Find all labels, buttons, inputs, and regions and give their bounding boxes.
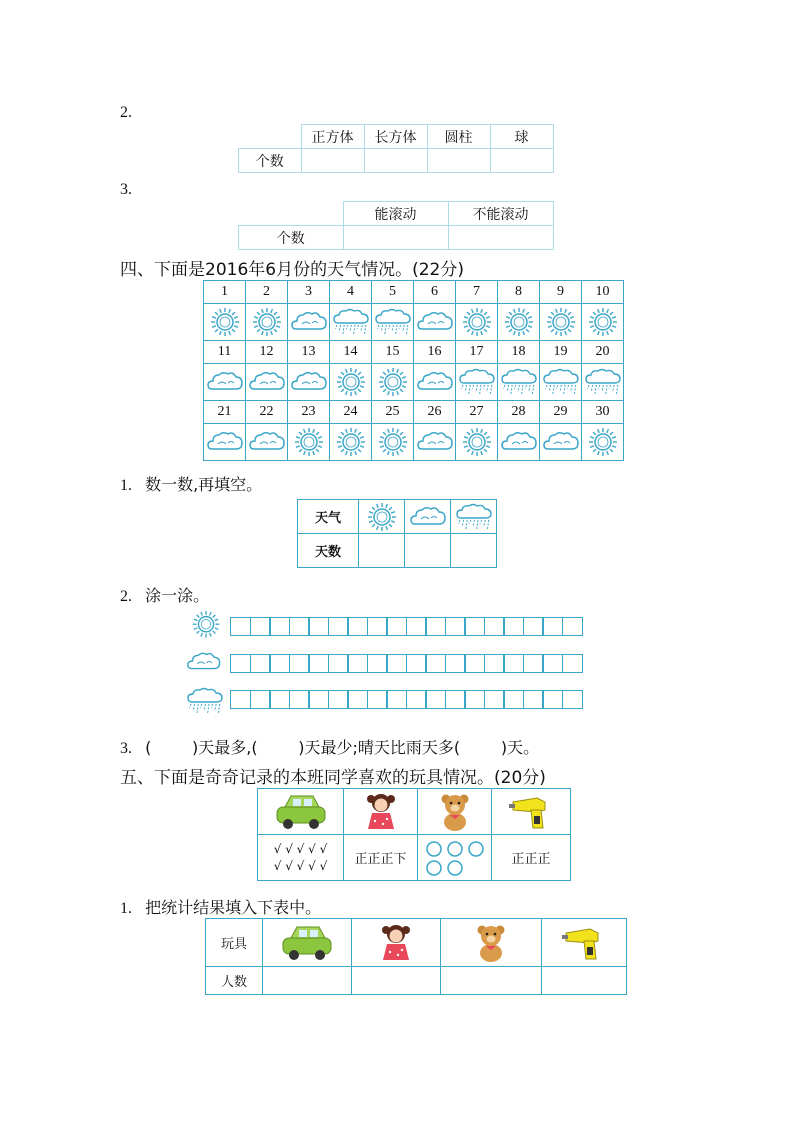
calendar-day: 25 [372, 401, 414, 424]
color-box[interactable] [269, 690, 290, 709]
shape-count-table [238, 124, 554, 173]
tally-doll: 正正正下 [344, 835, 418, 881]
color-box[interactable] [425, 617, 446, 636]
color-box[interactable] [386, 654, 407, 673]
calendar-day: 10 [582, 281, 624, 304]
header-sphere: 球 [490, 125, 553, 149]
rain-icon [582, 364, 624, 401]
color-box[interactable] [289, 654, 310, 673]
calendar-day: 1 [204, 281, 246, 304]
sun-icon [582, 304, 624, 341]
question-line [120, 472, 262, 495]
color-box[interactable] [230, 654, 251, 673]
color-box[interactable] [445, 617, 466, 636]
cloud-icon [288, 304, 330, 341]
header-cuboid: 长方体 [364, 125, 427, 149]
cloud-icon [288, 364, 330, 401]
tally-drill: 正正正 [492, 835, 571, 881]
cloud-icon [246, 424, 288, 461]
question-text: 涂一涂。 [145, 586, 210, 605]
row-label: 个数 [239, 149, 302, 173]
calendar-day: 28 [498, 401, 540, 424]
rain-icon [456, 364, 498, 401]
color-box[interactable] [445, 654, 466, 673]
calendar-day: 22 [246, 401, 288, 424]
header-can-roll: 能滚动 [343, 202, 448, 226]
color-box[interactable] [367, 617, 388, 636]
color-box[interactable] [250, 690, 271, 709]
calendar-day: 17 [456, 341, 498, 364]
cloud-icon [204, 364, 246, 401]
answer-cell[interactable] [263, 967, 352, 995]
weather-calendar [203, 280, 624, 461]
circle-tally-icon [422, 838, 488, 878]
toy-car-icon [263, 919, 352, 967]
calendar-day: 13 [288, 341, 330, 364]
cloud-icon [186, 648, 224, 676]
color-box[interactable] [562, 654, 583, 673]
cloud-icon [414, 304, 456, 341]
calendar-day: 9 [540, 281, 582, 304]
color-box[interactable] [289, 690, 310, 709]
rain-icon [498, 364, 540, 401]
color-box[interactable] [250, 617, 271, 636]
calendar-day: 18 [498, 341, 540, 364]
calendar-day: 2 [246, 281, 288, 304]
answer-cell[interactable] [364, 149, 427, 173]
sun-icon [372, 364, 414, 401]
calendar-day: 11 [204, 341, 246, 364]
calendar-day: 4 [330, 281, 372, 304]
answer-cell[interactable] [405, 534, 451, 568]
color-box[interactable] [289, 617, 310, 636]
cloud-icon [405, 500, 451, 534]
color-box[interactable] [347, 654, 368, 673]
color-box[interactable] [464, 617, 485, 636]
color-box[interactable] [503, 654, 524, 673]
rain-icon [186, 686, 224, 718]
cloud-icon [246, 364, 288, 401]
calendar-day: 14 [330, 341, 372, 364]
sun-icon [540, 304, 582, 341]
color-box[interactable] [406, 617, 427, 636]
sun-icon [456, 304, 498, 341]
question-number: 2. [120, 104, 132, 121]
sun-icon [456, 424, 498, 461]
sun-icon [330, 364, 372, 401]
color-box[interactable] [425, 654, 446, 673]
sun-icon [498, 304, 540, 341]
color-box[interactable] [367, 690, 388, 709]
color-box[interactable] [503, 690, 524, 709]
sun-icon [288, 424, 330, 461]
header-cylinder: 圆柱 [427, 125, 490, 149]
calendar-day: 20 [582, 341, 624, 364]
color-box[interactable] [386, 690, 407, 709]
color-box[interactable] [308, 654, 329, 673]
sun-icon [330, 424, 372, 461]
sun-icon [372, 424, 414, 461]
question-number: 3. [120, 740, 132, 757]
question-line [120, 583, 209, 606]
rain-icon [451, 500, 497, 534]
calendar-day: 8 [498, 281, 540, 304]
color-box[interactable] [308, 617, 329, 636]
tally-circles [418, 835, 492, 881]
color-box[interactable] [328, 690, 349, 709]
sun-icon [204, 304, 246, 341]
color-box[interactable] [562, 690, 583, 709]
weather-count-table [297, 499, 497, 568]
toy-label: 玩具 [206, 919, 263, 967]
section-title: 四、下面是2016年6月份的天气情况。(22分) [120, 260, 464, 280]
color-box[interactable] [328, 654, 349, 673]
color-box[interactable] [406, 690, 427, 709]
answer-cell[interactable] [441, 967, 542, 995]
cloud-icon [498, 424, 540, 461]
answer-cell[interactable] [352, 967, 441, 995]
color-box[interactable] [542, 690, 563, 709]
answer-cell[interactable] [451, 534, 497, 568]
color-box[interactable] [328, 617, 349, 636]
toy-result-table [205, 918, 627, 995]
roll-count-table [238, 201, 554, 250]
toy-car-icon [258, 789, 344, 835]
answer-cell[interactable] [427, 149, 490, 173]
answer-cell[interactable] [448, 226, 553, 250]
tally-ticks: √ √ √ √ √ √ √ √ √ √ [258, 835, 344, 881]
color-box[interactable] [523, 617, 544, 636]
answer-cell[interactable] [301, 149, 364, 173]
calendar-day: 15 [372, 341, 414, 364]
header-cannot-roll: 不能滚动 [448, 202, 553, 226]
rain-icon [372, 304, 414, 341]
calendar-day: 19 [540, 341, 582, 364]
color-box[interactable] [484, 654, 505, 673]
question-number: 1. [120, 900, 132, 917]
color-box[interactable] [523, 690, 544, 709]
color-box[interactable] [464, 690, 485, 709]
toy-doll-icon [352, 919, 441, 967]
calendar-day: 23 [288, 401, 330, 424]
answer-cell[interactable] [359, 534, 405, 568]
color-box[interactable] [503, 617, 524, 636]
color-box[interactable] [367, 654, 388, 673]
color-box[interactable] [464, 654, 485, 673]
question-text: ( )天最多,( )天最少;晴天比雨天多( )天。 [145, 738, 540, 757]
calendar-day: 26 [414, 401, 456, 424]
question-number: 2. [120, 588, 132, 605]
calendar-day: 27 [456, 401, 498, 424]
days-label: 天数 [298, 534, 359, 568]
color-box[interactable] [484, 617, 505, 636]
calendar-day: 12 [246, 341, 288, 364]
toy-tally-table [257, 788, 571, 881]
color-box[interactable] [347, 690, 368, 709]
color-box[interactable] [269, 617, 290, 636]
sun-icon [582, 424, 624, 461]
calendar-day: 21 [204, 401, 246, 424]
row-label: 个数 [239, 226, 344, 250]
calendar-day: 5 [372, 281, 414, 304]
question-number: 1. [120, 477, 132, 494]
toy-doll-icon [344, 789, 418, 835]
color-box[interactable] [562, 617, 583, 636]
cloud-icon [414, 364, 456, 401]
sun-icon [359, 500, 405, 534]
answer-cell[interactable] [343, 226, 448, 250]
rain-icon [540, 364, 582, 401]
calendar-day: 3 [288, 281, 330, 304]
color-box[interactable] [386, 617, 407, 636]
color-box[interactable] [425, 690, 446, 709]
section-title: 五、下面是奇奇记录的本班同学喜欢的玩具情况。(20分) [120, 768, 546, 788]
color-box[interactable] [230, 690, 251, 709]
toy-drill-icon [542, 919, 627, 967]
calendar-day: 29 [540, 401, 582, 424]
sun-color-bar[interactable] [230, 617, 581, 636]
cloud-icon [414, 424, 456, 461]
question-line [120, 895, 321, 918]
question-text: 把统计结果填入下表中。 [145, 898, 322, 917]
color-box[interactable] [347, 617, 368, 636]
color-box[interactable] [230, 617, 251, 636]
calendar-day: 16 [414, 341, 456, 364]
calendar-day: 7 [456, 281, 498, 304]
color-box[interactable] [542, 617, 563, 636]
color-box[interactable] [523, 654, 544, 673]
calendar-day: 30 [582, 401, 624, 424]
question-number: 3. [120, 181, 132, 198]
toy-bear-icon [418, 789, 492, 835]
color-box[interactable] [250, 654, 271, 673]
question-line [120, 735, 539, 758]
cloud-icon [540, 424, 582, 461]
header-cube: 正方体 [301, 125, 364, 149]
cloud-icon [204, 424, 246, 461]
toy-bear-icon [441, 919, 542, 967]
color-box[interactable] [542, 654, 563, 673]
color-box[interactable] [484, 690, 505, 709]
color-box[interactable] [269, 654, 290, 673]
toy-drill-icon [492, 789, 571, 835]
rain-color-bar[interactable] [230, 690, 581, 709]
weather-label: 天气 [298, 500, 359, 534]
color-box[interactable] [445, 690, 466, 709]
calendar-day: 6 [414, 281, 456, 304]
calendar-day: 24 [330, 401, 372, 424]
sun-icon [188, 610, 224, 642]
question-text: 数一数,再填空。 [145, 475, 263, 494]
people-label: 人数 [206, 967, 263, 995]
color-box[interactable] [308, 690, 329, 709]
answer-cell[interactable] [542, 967, 627, 995]
color-box[interactable] [406, 654, 427, 673]
rain-icon [330, 304, 372, 341]
answer-cell[interactable] [490, 149, 553, 173]
cloud-color-bar[interactable] [230, 654, 581, 673]
sun-icon [246, 304, 288, 341]
